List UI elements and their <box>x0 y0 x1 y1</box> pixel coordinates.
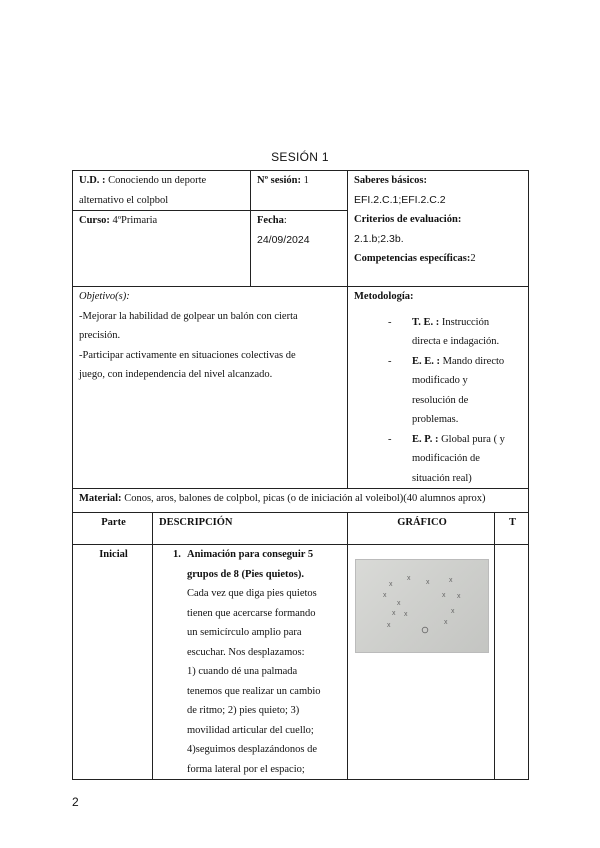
objetivo-line-4: juego, con independencia del nivel alcanzado. <box>79 369 273 380</box>
metodologia-text: Global pura ( y <box>441 433 505 445</box>
metodologia-label: Metodología: <box>354 291 414 302</box>
desc-line: tenemos que realizar un cambio <box>187 685 321 697</box>
session-table <box>72 170 529 780</box>
criterios-value: 2.1.b;2.3b. <box>354 232 404 245</box>
saberes-value: EFI.2.C.1;EFI.2.C.2 <box>354 193 446 206</box>
svg-text:x: x <box>392 610 396 617</box>
metodologia-list <box>354 313 524 489</box>
desc-line: movilidad articular del cuello; <box>187 724 314 736</box>
metodologia-text: modificado y <box>412 375 468 386</box>
desc-line: tienen que acercarse formando <box>187 607 316 619</box>
col-tiempo: T <box>495 513 529 545</box>
session-cell <box>251 171 348 287</box>
formation-sketch <box>356 560 488 652</box>
competencias-label: Competencias específicas: <box>354 253 471 264</box>
curso-value: 4ºPrimaria <box>112 215 158 226</box>
ud-value-1: Conociendo un deporte <box>108 175 207 186</box>
svg-text:x: x <box>449 577 453 584</box>
metodologia-item: - E. P. : Global pura ( y modificación de situación real) <box>388 433 505 484</box>
activity-title-2: grupos de 8 (Pies quietos). <box>187 568 304 580</box>
desc-line: forma lateral por el espacio; <box>187 763 305 775</box>
competencias-value: 2 <box>470 253 476 264</box>
grafico-inicial <box>348 545 495 780</box>
metodologia-text: Instrucción <box>441 316 490 328</box>
objectives-row <box>73 287 529 489</box>
material-value: Conos, aros, balones de colpbol, picas (o de iniciación al voleibol)(40 alumnos aprox) <box>124 493 486 504</box>
metodologia-abbr-ep: E. P. : <box>412 433 439 445</box>
svg-text:x: x <box>387 622 391 629</box>
page-number: 2 <box>72 795 79 809</box>
parte-inicial: Inicial <box>73 545 153 780</box>
fecha-colon: : <box>283 215 287 226</box>
diagram-photo <box>355 559 489 653</box>
svg-text:x: x <box>397 600 401 607</box>
metodologia-text: Mando directo <box>442 355 505 367</box>
metodologia-text: situación real) <box>412 472 472 484</box>
svg-text:x: x <box>389 581 393 588</box>
criterios-label: Criterios de evaluación: <box>354 214 462 225</box>
svg-text:x: x <box>457 593 461 600</box>
col-grafico: GRÁFICO <box>348 513 495 545</box>
descripcion-inicial <box>153 545 348 780</box>
fecha-value: 24/09/2024 <box>257 233 310 246</box>
saberes-cell <box>348 171 529 287</box>
material-cell <box>73 489 529 513</box>
objetivo-line-3: -Participar activamente en situaciones colectivas de <box>79 349 296 361</box>
objetivos-label: Objetivo(s): <box>79 291 130 302</box>
metodologia-abbr-te: T. E. : <box>412 316 440 328</box>
col-descripcion: DESCRIPCIÓN <box>153 513 348 545</box>
metodologia-cell <box>348 287 529 489</box>
activity-title-1: Animación para conseguir 5 <box>187 549 314 560</box>
desc-line: 1) cuando dé una palmada <box>187 666 298 677</box>
svg-text:x: x <box>444 619 448 626</box>
session-title: SESIÓN 1 <box>271 150 329 164</box>
metodologia-item: - T. E. : Instrucción directa e indagación. <box>388 316 500 347</box>
material-row <box>73 489 529 513</box>
col-parte: Parte <box>73 513 153 545</box>
desc-line: de ritmo; 2) pies quieto; 3) <box>187 705 300 716</box>
svg-text:x: x <box>407 575 411 582</box>
activity-number: 1. <box>173 549 181 560</box>
metodologia-text: modificación de <box>412 453 480 464</box>
objetivo-line-1: -Mejorar la habilidad de golpear un balón con cierta <box>79 310 298 322</box>
desc-line: un semicírculo amplio para <box>187 627 302 638</box>
ud-label: U.D. : <box>79 175 106 186</box>
metodologia-text: resolución de <box>412 394 469 406</box>
tiempo-inicial <box>495 545 529 780</box>
fecha-label: Fecha <box>257 215 284 226</box>
columns-header-row <box>73 513 529 545</box>
header-row <box>73 171 529 287</box>
material-label: Material: <box>79 493 122 504</box>
metodologia-item: - E. E. : Mando directo modificado y resolución de problemas. <box>388 355 505 425</box>
desc-line: Cada vez que diga pies quietos <box>187 588 317 599</box>
session-value: 1 <box>303 175 309 186</box>
objetivos-cell <box>73 287 348 489</box>
row-inicial <box>73 545 529 780</box>
ud-cell <box>73 171 251 287</box>
svg-text:x: x <box>383 592 387 599</box>
curso-block <box>73 210 250 231</box>
svg-text:x: x <box>404 611 408 618</box>
saberes-label: Saberes básicos: <box>354 175 428 186</box>
ud-value-2: alternativo el colpbol <box>79 194 169 206</box>
metodologia-abbr-ee: E. E. : <box>412 355 441 367</box>
desc-line: 4)seguimos desplazándonos de <box>187 744 318 755</box>
metodologia-text: directa e indagación. <box>412 336 500 347</box>
session-label: Nº sesión: <box>257 175 302 186</box>
svg-text:x: x <box>426 579 430 586</box>
desc-line: escuchar. Nos desplazamos: <box>187 646 305 658</box>
metodologia-text: problemas. <box>412 414 459 425</box>
objetivo-line-2: precisión. <box>79 330 121 341</box>
curso-label: Curso: <box>79 215 110 226</box>
svg-text:x: x <box>442 592 446 599</box>
activity-1 <box>159 545 343 779</box>
svg-text:x: x <box>451 608 455 615</box>
